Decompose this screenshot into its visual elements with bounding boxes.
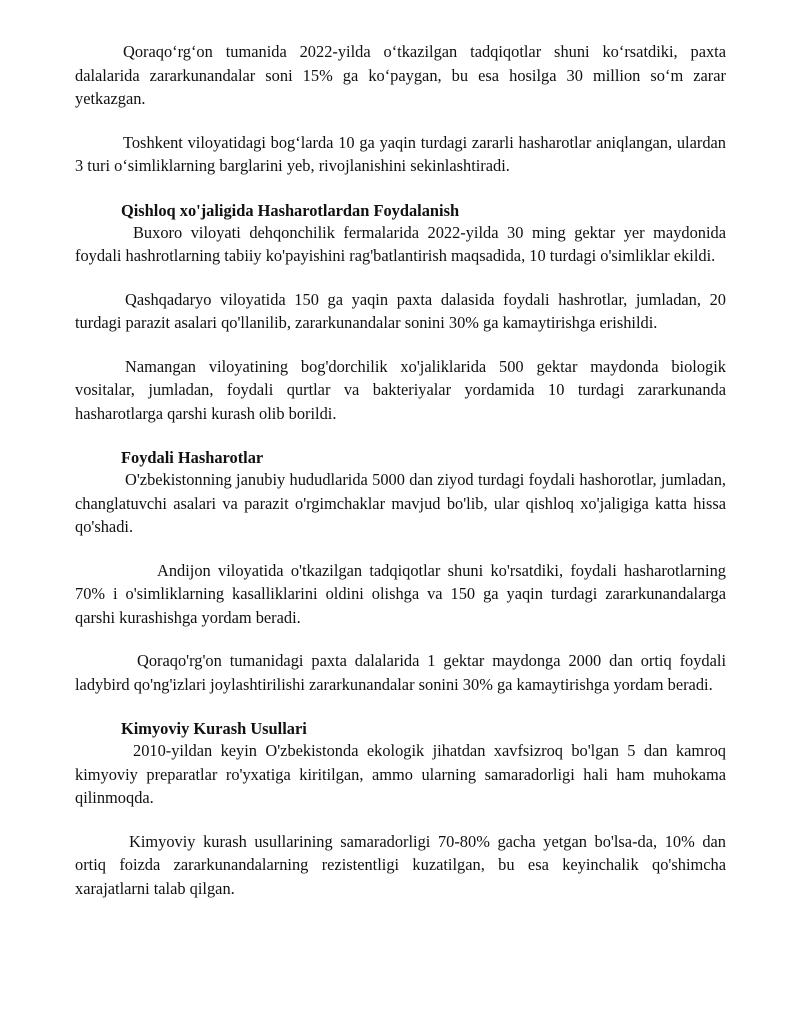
paragraph-southern-regions: O'zbekistonning janubiy hududlarida 5000 dan ziyod turdagi foydali hashorotlar, jumladan, changlatuvchi asalari va parazit o'rgimchaklar mavjud bo'lib, ular qishloq xo'jaligiga katta hissa qo'shadi. xyxy=(75,470,726,536)
paragraph-qoraqorgon-pests: Qoraqo‘rg‘on tumanida 2022-yilda o‘tkazilgan tadqiqotlar shuni ko‘rsatdiki, paxta dalalarida zararkunandalar soni 15% ga ko‘paygan, bu esa hosilga 30 million so‘m zarar yetkazgan. xyxy=(75,42,726,108)
paragraph-toshkent-pests: Toshkent viloyatidagi bog‘larda 10 ga yaqin turdagi zararli hasharotlar aniqlangan, ulardan 3 turi o‘simliklarning barglarini yeb, rivojlanishini sekinlashtiradi. xyxy=(75,132,726,175)
paragraph-chemical-preparations: 2010-yildan keyin O'zbekistonda ekologik jihatdan xavfsizroq bo'lgan 5 dan kamroq kimyoviy preparatlar ro'yxatiga kiritilgan, ammo ularning samaradorligi hali ham muhokama qilinmoqda. xyxy=(75,741,726,807)
section-heading-chemical-control: Kimyoviy Kurash Usullari xyxy=(121,719,307,738)
section-heading-using-insects: Qishloq xo'jaligida Hasharotlardan Foydalanish xyxy=(121,200,460,220)
paragraph-andijon-study: Andijon viloyatida o'tkazilgan tadqiqotlar shuni ko'rsatdiki, foydali hasharotlarning 70% i o'simliklarning kasalliklarini oldini olishga va 150 ga yaqin turdagi zararkunandalarga qarshi kurashishga yordam beradi. xyxy=(75,560,726,627)
paragraph-chemical-effectiveness: Kimyoviy kurash usullarining samaradorligi 70-80% gacha yetgan bo'lsa-da, 10% dan ortiq foizda zararkunandalarning rezistentligi kuzatilgan, bu esa keyinchalik qo'shimcha xarajatlarni talab qilgan. xyxy=(75,831,726,898)
document-page xyxy=(75,40,726,920)
paragraph-buxoro-farms: Buxoro viloyati dehqonchilik fermalarida 2022-yilda 30 ming gektar yer maydonida foydali hashrotlarning tabiiy ko'payishini rag'batlantirish maqsadida, 10 turdagi o'simliklar ekildi. xyxy=(75,222,726,265)
section-heading-beneficial-insects: Foydali Hasharotlar xyxy=(121,448,264,467)
paragraph-qashqadaryo-cotton: Qashqadaryo viloyatida 150 ga yaqin paxta dalasida foydali hashrotlar, jumladan, 20 turdagi parazit asalari qo'llanilib, zararkunandalar sonini 30% ga kamaytirishga erishildi. xyxy=(75,289,726,332)
paragraph-ladybird-beetles: Qoraqo'rg'on tumanidagi paxta dalalarida 1 gektar maydonga 2000 dan ortiq foydali ladybird qo'ng'izlari joylashtirilishi zararkunandalar sonini 30% ga kamaytirishga yordam beradi. xyxy=(75,651,726,694)
paragraph-namangan-orchards: Namangan viloyatining bog'dorchilik xo'jaliklarida 500 gektar maydonda biologik vositalar, jumladan, foydali qurtlar va bakteriyalar yordamida 10 turdagi zararkunanda hasharotlarga qarshi kurash olib borildi. xyxy=(75,356,726,423)
